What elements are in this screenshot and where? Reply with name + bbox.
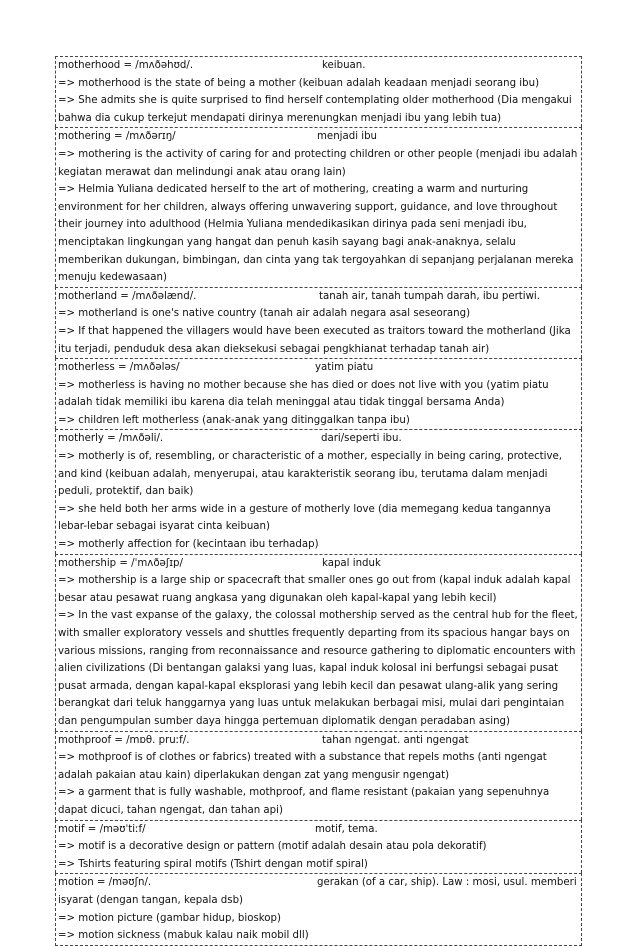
entry-example-line: => motherly is of, resembling, or characteristic of a mother, especially in being caring, protective, and kind (keibuan adalah, menyerupai, atau karakteristik seorang ibu, terutama dalam menjadi peduli, protektif, dan baik) [58, 451, 563, 498]
dictionary-entry [55, 56, 582, 127]
entry-meaning: keibuan. [322, 60, 366, 71]
entry-term: motherland = /mʌðəlænd/. [58, 290, 197, 302]
entry-meaning: tanah air, tanah tumpah darah, ibu pertiwi. [319, 290, 540, 302]
dictionary-entry [55, 820, 582, 874]
entry-example-line: => motif is a decorative design or pattern (motif adalah desain atau pola dekoratif) [58, 841, 487, 853]
entry-example-line: => She admits she is quite surprised to find herself contemplating older motherhood (Dia mengakui bahwa dia cukup terkejut mendapati dirinya merenungkan menjadi ibu yang lebih tua) [58, 95, 572, 124]
dictionary-entry [55, 429, 582, 553]
entry-head [58, 732, 579, 750]
entry-example-line: => Helmia Yuliana dedicated herself to the art of mothering, creating a warm and nurturing environment for her children, always offering unwavering support, guidance, and love throughout their journey into adulthood (Helmia Yuliana mendedikasikan dirinya pada seni menjadi ibu, menciptakan lingkungan yang hangat dan penuh kasih sayang bagi anak-anaknya, selalu memberikan dukungan, bimbingan, dan cinta yang tak tergoyahkan di sepanjang perjalanan mereka menuju kedewasaan) [58, 184, 574, 284]
entry-meaning: kapal induk [322, 557, 381, 569]
entry-example-line: => If that happened the villagers would have been executed as traitors toward the motherland (Jika itu terjadi, penduduk desa akan dieksekusi sebagai pengkhianat terhadap tanah air) [58, 325, 571, 355]
entry-meaning: menjadi ibu [317, 131, 378, 143]
entry-example-line: => motherland is one's native country (tanah air adalah negara asal seseorang) [58, 308, 471, 320]
entry-example-line: => she held both her arms wide in a gesture of motherly love (dia memegang kedua tangannya lebar-lebar sebagai isyarat cinta keibuan) [58, 503, 551, 533]
entry-example-line: => a garment that is fully washable, mothproof, and flame resistant (pakaian yang sepenuhnya dapat dicuci, tahan ngengat, dan tahan api) [58, 787, 550, 816]
dictionary-entry [55, 731, 582, 820]
entry-example-line: => motherhood is the state of being a mother (keibuan adalah keadaan menjadi seorang ibu) [58, 77, 540, 89]
entry-term: mothering = /mʌðərɪŋ/ [58, 131, 176, 143]
entry-head [58, 359, 579, 377]
entry-example-line: => motherless is having no mother because she has died or does not live with you (yatim piatu adalah tidak memiliki ibu karena dia telah meninggal atau tidak tinggal bersama Anda) [58, 379, 549, 409]
entry-example-line: => mothproof is of clothes or fabrics) treated with a substance that repels moths (anti ngengat adalah pakaian atau kain) diperlakukan dengan zat yang mengusir ngengat) [58, 752, 547, 781]
dictionary-entry [55, 358, 582, 429]
entry-example-line: => motion picture (gambar hidup, bioskop) [58, 912, 281, 924]
entry-example-line: => motion sickness (mabuk kalau naik mobil dll) [58, 930, 309, 942]
entry-term: motherhood = /mʌðəhʊd/. [58, 60, 194, 71]
entry-example-line: => motherly affection for (kecintaan ibu terhadap) [58, 539, 319, 551]
entry-example-line: => children left motherless (anak-anak yang ditinggalkan tanpa ibu) [58, 414, 410, 426]
entry-head [58, 821, 579, 839]
entry-term: mothership = /ˈmʌðəʃɪp/ [58, 557, 183, 569]
entry-term: motherless = /mʌðələs/ [58, 362, 180, 374]
entry-head [58, 288, 579, 306]
entry-meaning: dari/seperti ibu. [321, 433, 402, 445]
entry-head [58, 57, 579, 75]
entry-meaning: gerakan (of a car, ship). Law : mosi, usul. memberi isyarat (dengan tangan, kepala dsb) [58, 877, 577, 906]
entry-example-line: => In the vast expanse of the galaxy, the colossal mothership served as the central hub for the fleet, with smaller exploratory vessels and shuttles frequently departing from its spacious hangar bays on various missions, ranging from reconnaissance and resource gathering to diplomatic encounters with alien civilizations (Di bentangan galaksi yang luas, kapal induk kolosal ini berfungsi sebagai pusat pusat armada, dengan kapal-kapal eksplorasi yang lebih kecil dan pesawat ulang-alik yang sering berangkat dari teluk hanggarnya yang luas untuk melakukan berbagai misi, mulai dari pengintaian dan pengumpulan sumber daya hingga pertemuan diplomatik dengan peradaban asing) [58, 610, 578, 727]
entry-term: motion = /məʊʃn/. [58, 877, 152, 889]
entry-head [58, 555, 579, 573]
entry-term: mothproof = /mɒθ. pruːf/. [58, 734, 190, 746]
dictionary-entry [55, 873, 582, 945]
entry-term: motherly = /mʌðəli/. [58, 433, 164, 445]
entry-head [58, 430, 579, 448]
entry-meaning: tahan ngengat. anti ngengat [322, 734, 469, 746]
entry-example-line: => mothering is the activity of caring for and protecting children or other people (menjadi ibu adalah kegiatan merawat dan melindungi anak atau orang lain) [58, 148, 578, 178]
dictionary-entry [55, 554, 582, 731]
entry-term: motif = /məʊˈtiːf/ [58, 823, 146, 835]
entry-meaning: motif, tema. [315, 823, 378, 835]
entry-meaning: yatim piatu [315, 362, 374, 374]
entry-example-line: => Tshirts featuring spiral motifs (Tshirt dengan motif spiral) [58, 858, 368, 870]
entry-head [58, 874, 579, 909]
entry-head [58, 128, 579, 146]
entry-example-line: => mothership is a large ship or spacecraft that smaller ones go out from (kapal induk adalah kapal besar atau pesawat ruang angkasa yang digunakan oleh kapal-kapal yang lebih kecil) [58, 575, 571, 604]
dictionary-entry [55, 287, 582, 358]
dictionary-entry [55, 127, 582, 286]
dictionary-sheet [55, 56, 582, 946]
